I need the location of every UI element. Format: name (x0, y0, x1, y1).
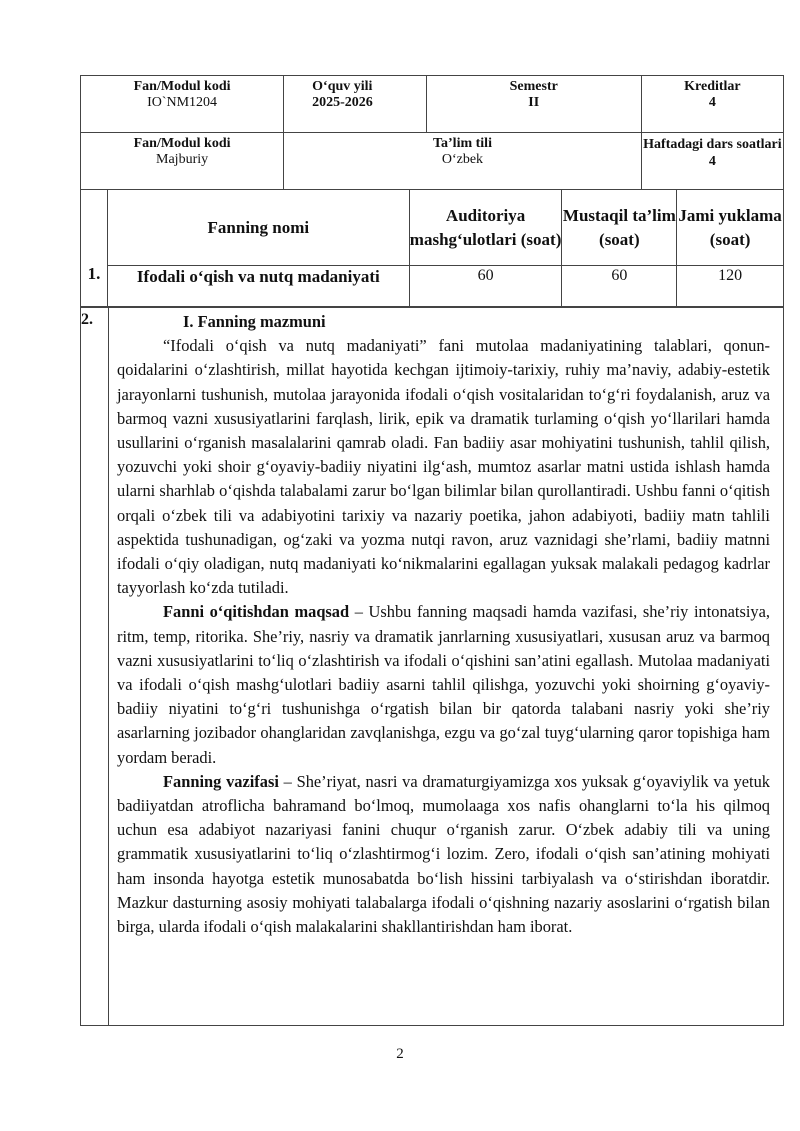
code-label: Fan/Modul kodi (133, 79, 231, 94)
code-value: IO`NM1204 (147, 95, 218, 110)
header-auditory-hours: Auditoriya mashg‘ulotlari (soat) (409, 190, 562, 266)
paragraph-goal (117, 600, 770, 769)
type-value: Majburiy (156, 152, 209, 167)
credits-cell (641, 76, 783, 133)
content-text (117, 310, 770, 939)
paragraph-description: “Ifodali o‘qish va nutq madaniyati” fani mutolaa madaniyatining talablari, qonun-qoidalarini o‘zlashtirish, millat hayotida kechgan ijtimoiy-tarixiy, ruhiy ma’naviy, adabiy-estetik jarayonlarni tushunish, mutolaa jarayonida ifodali o‘qish vositalaridan to‘g‘ri foydalanish, aruz va barmoq vazni xususiyatlarini farqlash, lirik, epik va dramatik turlaming o‘qish yo‘llarilari hamda usullarini o‘rganish masalalarini qamrab oladi. Fan badiiy asar mohiyatini tushunish, tahlil qilish, yozuvchi yoki shoir g‘oyaviy-badiiy niyatini ilg‘ash, mumtoz asarlar matni ustida ishlash hamda ularni sharhlab o‘qishda talabalami zarur bo‘lgan bilimlar bilan qurollantiradi. Ushbu fanni o‘qitish orqali o‘zbek tili va adabiyotini tarixiy va nazariy poetika, jahon adabiyoti, badiiy matn tahlili aspektida tushunadigan, og‘zaki va yozma nutqi ravon, aruz vaznidagi she’rlami, badiiy matnni ifodali o‘qiy oladigan, nutq madaniyati ko‘nikmalarini egallagan yuksak malakali pedagog kadrlar tayyorlash ko‘zda tutiladi. (117, 336, 770, 598)
semester-cell (426, 76, 641, 133)
course-row-number: 1. (81, 190, 108, 307)
semester-value: II (528, 95, 540, 110)
language-label: Ta’lim tili (432, 136, 492, 151)
content-section (80, 307, 784, 1026)
type-label: Fan/Modul kodi (133, 136, 231, 151)
course-table (80, 189, 784, 307)
credits-label: Kreditlar (684, 79, 741, 94)
goal-text: – Ushbu fanning maqsadi hamda vazifasi, she’riy intonatsiya, ritm, temp, ritorika. She’riy, nasriy va dramatik janrlarning xususiyatlari, xususan aruz va barmoq vazni xususiyatlarini to‘liq o‘zlashtirish va ifodali o‘qishini san’atini egallash. Mutolaa madaniyati va ifodali o‘qish mashg‘ulotlari badiiy asarni tahlil qilishga, yozuvchi yoki shoirning g‘oyaviy-badiiy niyatini to‘g‘ri tushunishga o‘rgatish bilan bir qatorda talabani nasriy yoki she’riy asarlarning jozibador ohanglaridan zavqlanishga, ezgu va go‘zal tuyg‘ularning qaror topishiga ham yordam beradi. (117, 602, 770, 767)
tasks-text: – She’riyat, nasri va dramaturgiyamizga xos yuksak g‘oyaviylik va yetuk badiiyatdan atroflicha bahramand bo‘lmoq, mumolaaga xos nafis ohanglarni to‘la his qilmoq uchun esa adabiyot nazariyasi fanini chuqur o‘rganish zarur. O‘zbek adabiy tili va uning grammatik xususiyatlarini to‘liq o‘zlashtirmog‘i lozim. Zero, ifodali o‘qish san’atining mohiyati ham insonda hayotga estetik munosabatda bo‘lish hissini tarbiyalash va o‘stirishdan iboratdir. Mazkur dasturning asosiy mohiyati talabalarga ifodali o‘qishning nazariy asoslarini o‘rgatish bilan birga, ularda ifodali o‘qish malakalarini shakllantirishdan ham iborat. (117, 771, 770, 937)
year-cell (284, 76, 427, 133)
type-cell (81, 133, 284, 190)
hours-value: 4 (708, 154, 716, 169)
page-number: 2 (396, 1046, 404, 1062)
header-independent-hours: Mustaqil ta’lim (soat) (562, 190, 677, 266)
language-value: O‘zbek (441, 152, 484, 167)
credits-value: 4 (708, 95, 716, 110)
hours-label: Haftadagi dars soatlari (643, 137, 782, 152)
year-label: O‘quv yili (312, 79, 373, 94)
content-number-cell (81, 308, 109, 1025)
semester-label: Semestr (509, 79, 558, 94)
independent-hours-value: 60 (562, 266, 677, 307)
total-hours-value: 120 (677, 266, 784, 307)
code-cell (81, 76, 284, 133)
tasks-label: Fanning vazifasi (163, 771, 279, 791)
content-row-number: 2. (81, 311, 93, 328)
year-value: 2025-2026 (312, 95, 373, 110)
language-cell (284, 133, 642, 190)
meta-table (80, 75, 784, 190)
auditory-hours-value: 60 (409, 266, 562, 307)
header-course-name: Fanning nomi (107, 190, 409, 266)
hours-cell (641, 133, 783, 190)
course-name: Ifodali o‘qish va nutq madaniyati (107, 266, 409, 307)
paragraph-tasks (117, 770, 770, 939)
goal-label: Fanni o‘qitishdan maqsad (163, 602, 350, 622)
header-total-hours: Jami yuklama (soat) (677, 190, 784, 266)
section-heading: I. Fanning mazmuni (183, 312, 326, 331)
